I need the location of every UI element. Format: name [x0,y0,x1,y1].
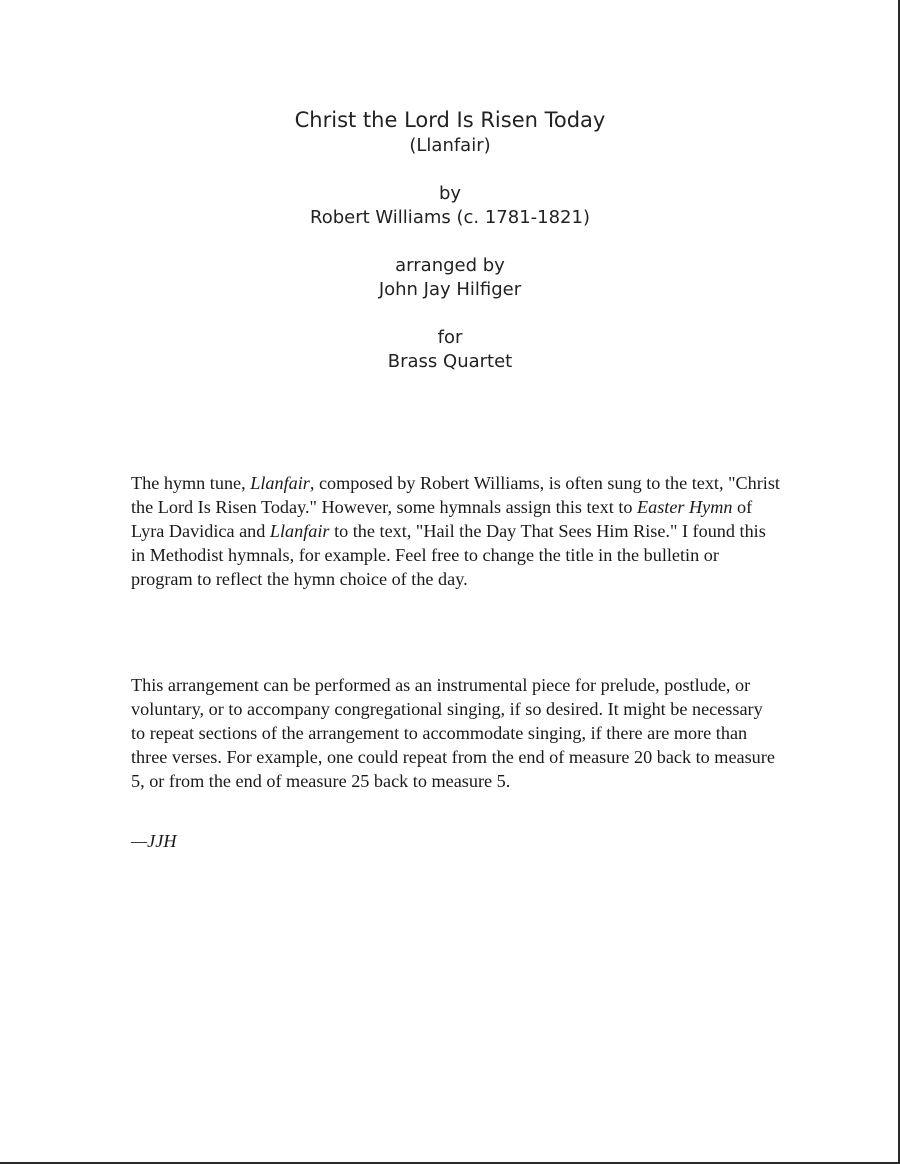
intro-text-2: , composed by Robert Williams, is often sung to the text, "Christ the Lord Is Risen Today." However, some hymnals assign this text to [131,473,780,517]
intro-text-3: of Lyra Davidica and [131,497,753,541]
tune-name: (Llanfair) [409,135,491,156]
performance-notes-paragraph [131,673,781,793]
ensemble-name: Brass Quartet [387,351,513,372]
page-title: Christ the Lord Is Risen Today [294,108,606,132]
for-label: for [437,327,463,348]
performance-notes-text: This arrangement can be performed as an instrumental piece for prelude, postlude, or voluntary, or to accompany congregational singing, if so desired. It might be necessary to repeat sections of the arrangement to accommodate singing, if there are more than three verses. For example, one could repeat from the end of measure 20 back to measure 5, or from the end of measure 25 back to measure 5. [131,675,775,791]
by-label: by [438,183,462,204]
arranged-by-label: arranged by [395,255,505,276]
tune-name-italic-2: Llanfair [269,521,330,541]
intro-paragraph [131,471,781,591]
intro-text-4: to the text, "Hail the Day That Sees Him Rise." I found this in Methodist hymnals, for example. Feel free to change the title in the bulletin or program to reflect the hymn choice of the day. [131,521,766,589]
intro-text-1: The hymn tune, [131,473,251,493]
signature: —JJH [131,831,177,851]
composer-credit: Robert Williams (c. 1781-1821) [310,207,590,228]
easter-hymn-italic: Easter Hymn [637,497,733,517]
arranger-credit: John Jay Hilfiger [378,279,522,300]
tune-name-italic: Llanfair [250,473,310,493]
